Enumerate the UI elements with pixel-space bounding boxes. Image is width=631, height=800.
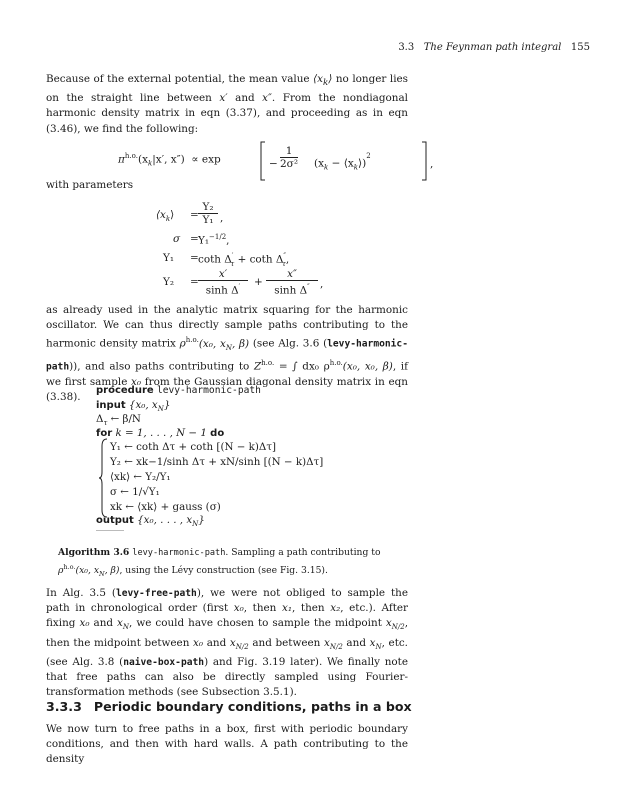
algorithm-caption: Algorithm 3.6 levy-harmonic-path. Sampling a path contributing to $\rho^{h.o.}(x_0$, $x_N$, β), using the Lévy construction (see Fig. 3.15).: [58, 547, 381, 578]
alg-body-line-3: ⟨xk⟩ ← Υ₂/Υ₁: [110, 471, 171, 483]
header-section-title: The Feynman path integral: [423, 42, 562, 53]
running-header: [330, 42, 590, 53]
alg-ref-levy-harmonic: levy-harmonic-path: [46, 338, 408, 373]
p1-text-b: no longer lies on the straight line between: [46, 73, 409, 105]
sym-xprime: x′: [219, 92, 228, 105]
paragraph-midpoint: In Alg. 3.5 (levy-free-path), we were not obliged to sample the path in chronological order (first x₀, then x₁, then x₂, etc.). After fixing x₀ and $x_N$, we could have chosen to sample the midpoint $x_{N/2}$, then the midpoint between x₀ and $x_{N/2}$ and between $x_{N/2}$ and $x_N$, etc. (see Alg. 3.8 (naive-box-path) and Fig. 3.19 later). We finally note that free paths can also be directly sampled using Fourier-transformation methods (see Subsection 3.5.1).: [46, 587, 409, 699]
p1-text-c: and: [227, 92, 263, 105]
alg-body-line-4: σ ← 1/√Υ₁: [110, 486, 160, 498]
paragraph-sampling: as already used in the analytic matrix squaring for the harmonic oscillator. We can thus directly sample paths contributing to the harmonic density matrix $\rho^{h.o.}(x_0$, $x_N$, β) (see Alg. 3.6 (levy-harmonic-path)), and also paths contributing to $Z^{h.o.}$ = ∫ dx₀ $\rho^{h.o.}(x_0$, x₀, β), if we first sample x₀ from the Gaussian diagonal density matrix in eqn (3.38).: [46, 304, 408, 404]
eq-fraction: $\frac{1}{\text{2σ²}}$: [280, 145, 299, 170]
equation-pi-ho: $\pi^{h.o.}(x_k|x'$, x″) ∝ exp − $\frac{1}{\text{2σ²}}$ ($x_k$ − $⟨x_k⟩)^2$ ,: [118, 145, 438, 181]
header-section-number: 3.3: [398, 42, 415, 53]
right-bracket: [420, 141, 428, 181]
book-page: 3.3 The Feynman path integral 155 Because of the external potential, the mean value $⟨x_k⟩$ no longer lies on the straight line between x′ and x″. From the nondiagonal harmonic density matrix in eqn (3.37), and proceeding as in eqn (3.46), we find the following: $\pi^{h.o.}(x_k|x'$, x″) ∝ exp − $\frac{1}{\text{2σ²}}$ ($x_k$ − $⟨x_k⟩)^2$ , with parameters $⟨x_k⟩$ = $\frac{\text{Υ₂}}{\text{Υ₁}}$ , σ = Υ₁$^{-1/2}$, Υ₁ = coth $\Delta'_\tau + \cot h$ $\Delta''_\tau$, Υ₂ = $\frac{x'}{\sinh \Delta'}$ + $\frac{x''}{\sinh \Delta''}$ , as already used in the analytic matrix squaring for the harmonic oscillator. We can thus directly sample paths contributing to the harmonic density matrix $\rho^{h.o.}(x_0$, $x_N$, β) (see Alg. 3.6 (levy-harmonic-path)), and also paths contributing to $Z^{h.o.}$ = ∫ dx₀ $\rho^{h.o.}(x_0$, x₀, β), if we first sample x₀ from the Gaussian diagonal density matrix in eqn (3.38). procedure levy-harmonic-path input {x₀, $x_N$} $\Delta_\tau$ ← β/N for k = 1, . . . , N − 1 do Υ₁ ← coth Δτ + coth [(N − k)Δτ] Υ₂ ← xk−1/sinh Δτ + xN/sinh [(N − k)Δτ] ⟨xk⟩ ← Υ₂/Υ₁ σ ← 1/√Υ₁ xk ← ⟨xk⟩ + gauss (σ) output {x₀, . . . , $x_N$} Algorithm 3.6 levy-harmonic-path. Sampling a path contributing to $\rho^{h.o.}(x_0$, $x_N$, β), using the Lévy construction (see Fig. 3.15). In Alg. 3.5 (levy-free-path), we were not obliged to sample the path in chronological order (first x₀, then x₁, then x₂, etc.). After fixing x₀ and $x_N$, we could have chosen to sample the midpoint $x_{N/2}$, then the midpoint between x₀ and $x_{N/2}$ and between $x_{N/2}$ and $x_N$, etc. (see Alg. 3.8 (naive-box-path) and Fig. 3.19 later). We finally note that free paths can also be directly sampled using Fourier-transformation methods (see Subsection 3.5.1). 3.3.3 Periodic boundary conditions, paths in a box We now turn to free paths in a box, first with periodic boundary conditions, and then with hard walls. A path contributing to the density: [0, 0, 631, 800]
alg-body-line-1: Υ₁ ← coth Δτ + coth [(N − k)Δτ]: [110, 441, 277, 453]
with-parameters-text: with parameters: [46, 179, 134, 191]
left-bracket: [259, 141, 267, 181]
paragraph-box-paths: We now turn to free paths in a box, first with periodic boundary conditions, and then with hard walls. A path contributing to the density: [46, 723, 408, 766]
caption-divider: [96, 530, 124, 531]
section-heading: 3.3.3 Periodic boundary conditions, paths in a box: [46, 699, 412, 714]
p1-text-a: Because of the external potential, the mean value: [46, 73, 314, 85]
loop-brace: [98, 438, 108, 518]
sym-mean: $⟨x_k⟩$: [313, 73, 333, 89]
p1-text-d: . From the nondiagonal harmonic density matrix in eqn (3.37), and proceeding as in eqn (3.46), we find the following:: [46, 92, 408, 135]
alg-body-line-2: Υ₂ ← xk−1/sinh Δτ + xN/sinh [(N − k)Δτ]: [110, 456, 324, 468]
alg-body-line-5: xk ← ⟨xk⟩ + gauss (σ): [110, 501, 221, 513]
paragraph-intro: [46, 72, 408, 137]
sym-xdprime: x″: [262, 92, 272, 105]
page-number: 155: [570, 42, 590, 53]
